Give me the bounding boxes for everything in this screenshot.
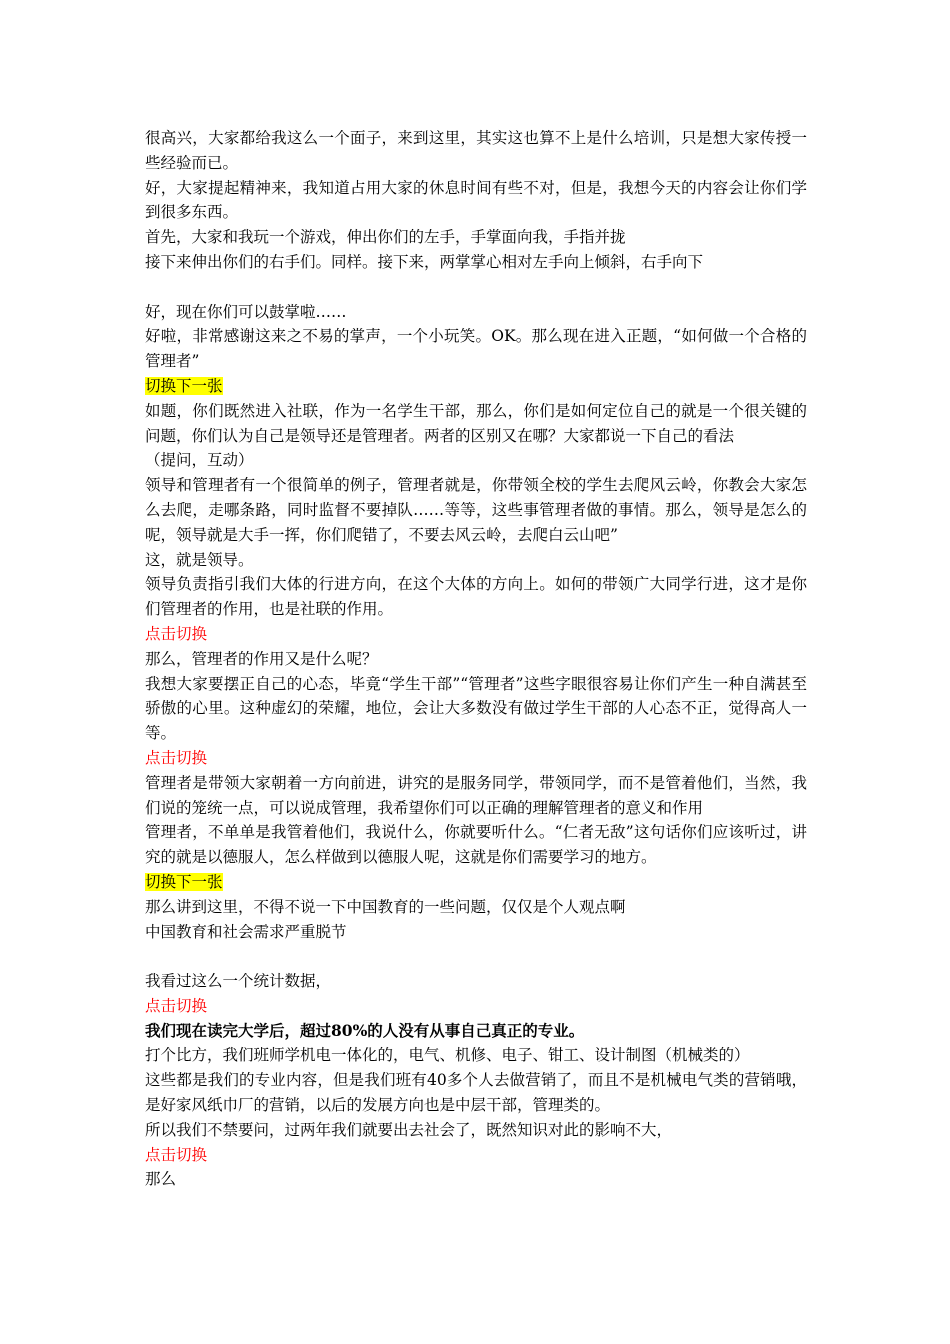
paragraph: 那么 [145, 1170, 177, 1189]
paragraph: 我想大家要摆正自己的心态，毕竟“学生干部”“管理者”这些字眼很容易让你们产生一种自满甚至骄傲的心里。这种虚幻的荣耀，地位，会让大多数没有做过学生干部的人心态不正，觉得高人一等。 [145, 674, 807, 743]
document-body [145, 126, 807, 1192]
blank-line [145, 275, 807, 300]
paragraph: 那么讲到这里，不得不说一下中国教育的一些问题，仅仅是个人观点啊 [145, 897, 626, 916]
bold-statement: 我们现在读完大学后，超过80%的人没有从事自己真正的专业。 [145, 1020, 585, 1040]
paragraph: （提问，互动） [145, 451, 254, 470]
slide-cue-highlight [145, 374, 807, 399]
slide-cue-highlight [145, 870, 807, 895]
highlighted-cue-text: 切换下一张 [145, 872, 223, 891]
paragraph: 打个比方，我们班师学机电一体化的，电气、机修、电子、钳工、设计制图（机械类的） [145, 1046, 750, 1065]
paragraph: 如题，你们既然进入社联，作为一名学生干部，那么，你们是如何定位自己的就是一个很关键的问题，你们认为自己是领导还是管理者。两者的区别又在哪？大家都说一下自己的看法 [145, 401, 807, 445]
paragraph: 所以我们不禁要问，过两年我们就要出去社会了，既然知识对此的影响不大， [145, 1120, 673, 1139]
paragraph: 管理者，不单单是我管着他们，我说什么，你就要听什么。“仁者无敌”这句话你们应该听过，讲究的就是以德服人，怎么样做到以德服人呢，这就是你们需要学习的地方。 [145, 823, 807, 867]
click-cue-red: 点击切换 [145, 748, 208, 767]
paragraph: 好，现在你们可以鼓掌啦…… [145, 302, 347, 321]
paragraph: 很高兴，大家都给我这么一个面子，来到这里，其实这也算不上是什么培训，只是想大家传授一些经验而已。 [145, 129, 807, 172]
paragraph: 好，大家提起精神来，我知道占用大家的休息时间有些不对，但是，我想今天的内容会让你们学到很多东西。 [145, 178, 807, 222]
paragraph: 那么，管理者的作用又是什么呢？ [145, 649, 378, 668]
paragraph: 领导负责指引我们大体的行进方向，在这个大体的方向上。如何的带领广大同学行进，这才是你们管理者的作用，也是社联的作用。 [145, 575, 807, 619]
highlighted-cue-text: 切换下一张 [145, 376, 223, 395]
click-cue-red: 点击切换 [145, 996, 208, 1015]
click-cue-red: 点击切换 [145, 1145, 208, 1164]
paragraph: 这些都是我们的专业内容，但是我们班有40多个人去做营销了，而且不是机械电气类的营销哦，是好家风纸巾厂的营销，以后的发展方向也是中层干部，管理类的。 [145, 1071, 807, 1115]
paragraph: 这，就是领导。 [145, 550, 254, 569]
paragraph: 接下来伸出你们的右手们。同样。接下来，两掌掌心相对左手向上倾斜，右手向下 [145, 252, 704, 271]
paragraph: 管理者是带领大家朝着一方向前进，讲究的是服务同学，带领同学，而不是管着他们，当然，我们说的笼统一点，可以说成管理，我希望你们可以正确的理解管理者的意义和作用 [145, 773, 807, 817]
paragraph: 好啦，非常感谢这来之不易的掌声，一个小玩笑。OK。那么现在进入正题，“如何做一个合格的管理者” [145, 327, 807, 371]
click-cue-red: 点击切换 [145, 624, 208, 643]
paragraph: 领导和管理者有一个很简单的例子，管理者就是，你带领全校的学生去爬风云岭，你教会大家怎么去爬，走哪条路，同时监督不要掉队……等等，这些事管理者做的事情。那么，领导是怎么的呢，领导就是大手一挥，你们爬错了，不要去风云岭，去爬白云山吧” [145, 476, 807, 544]
paragraph: 我看过这么一个统计数据， [145, 972, 332, 991]
paragraph: 中国教育和社会需求严重脱节 [145, 922, 347, 941]
paragraph: 首先，大家和我玩一个游戏，伸出你们的左手，手掌面向我，手指并拢 [145, 228, 626, 247]
blank-line [145, 944, 807, 969]
